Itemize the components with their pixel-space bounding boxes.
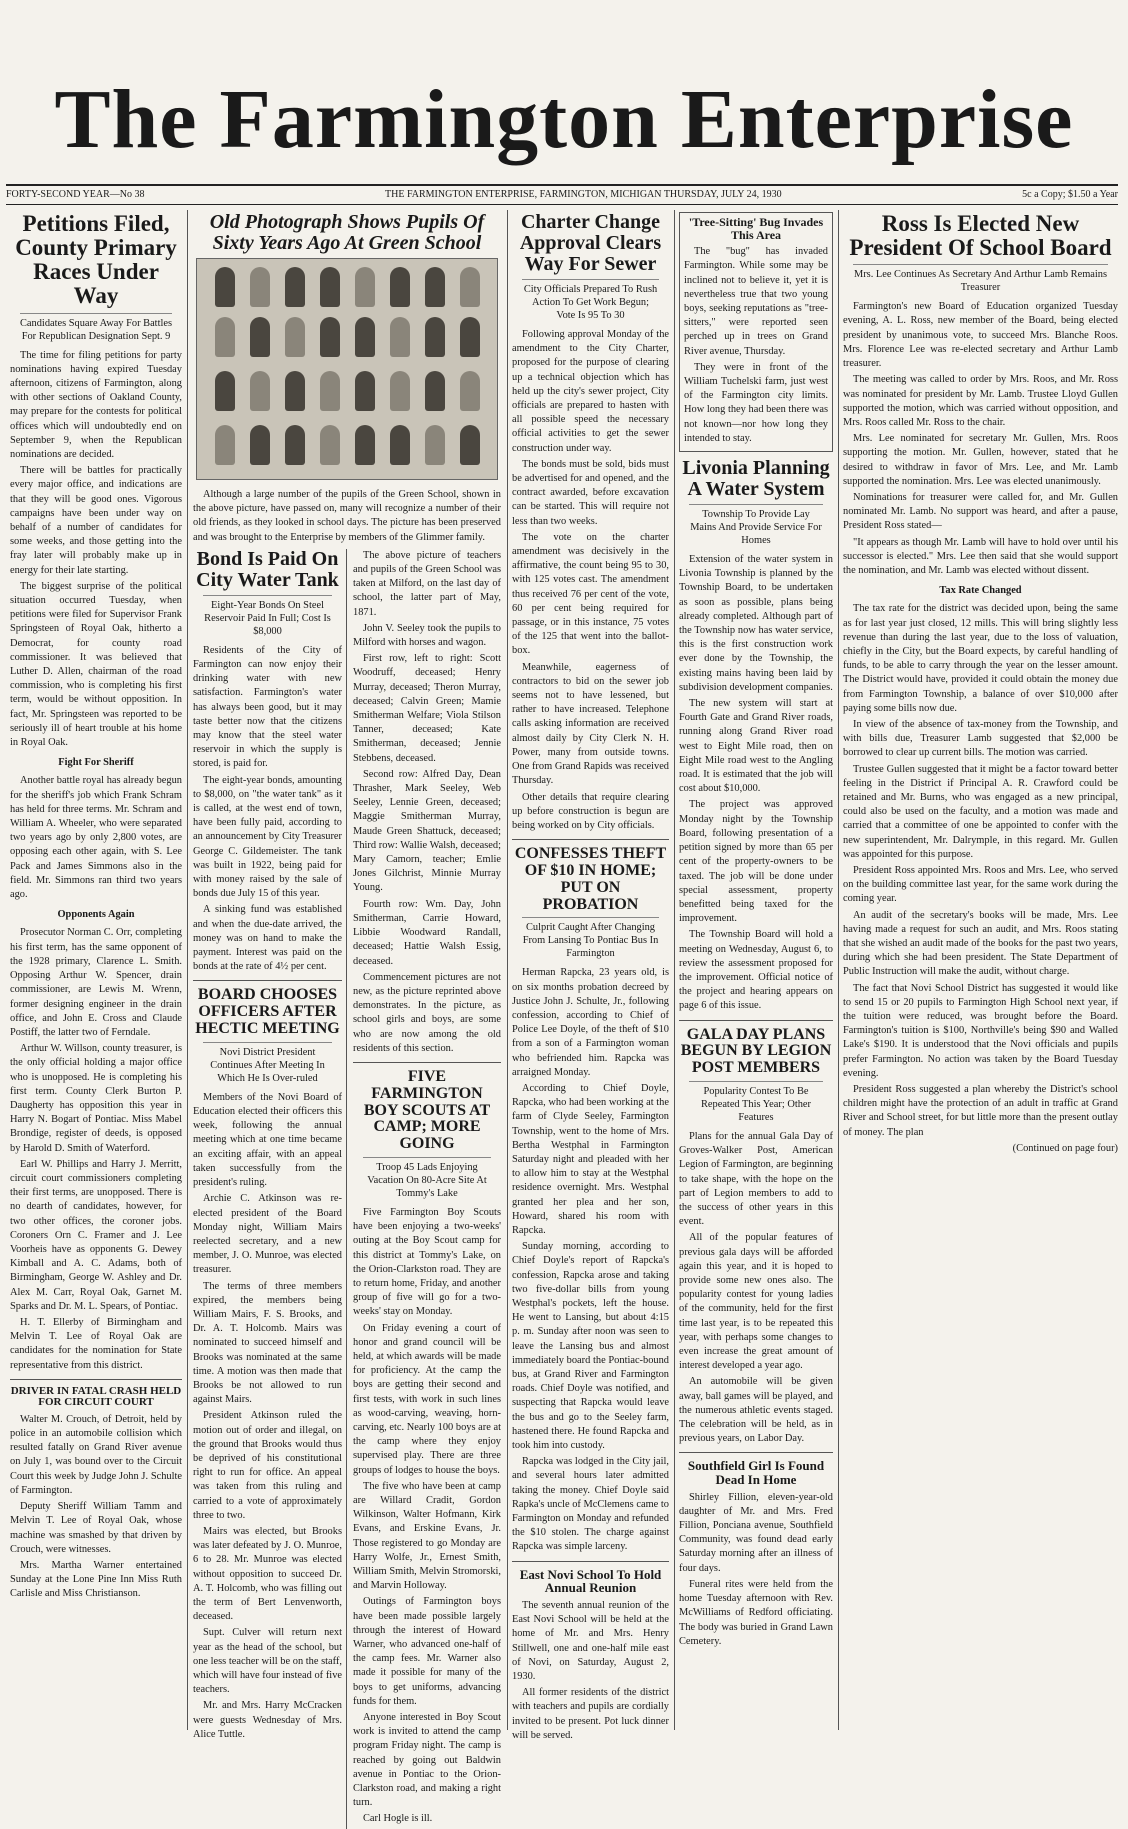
paragraph: Funeral rites were held from the home Tuesday afternoon with Rev. McWilliams of Redford officiating. The body was buried in Grand Lawn Cemetery.: [679, 1578, 833, 1647]
paragraph: Five Farmington Boy Scouts have been enjoying a two-weeks' outing at the Boy Scout camp for this district at Tommy's Lake, on the Orion-Clarkston road. They are to return home, Friday, and another group of five will go for a two-weeks' stay on Monday.: [353, 1206, 501, 1318]
headline-reunion: East Novi School To Hold Annual Reunion: [519, 1566, 662, 1596]
paragraph: The meeting was called to order by Mrs. Roos, and Mr. Ross was nominated for president by Mr. Lamb. Trustee Lloyd Gullen supported the motion, which was carried without opposition, and Mrs. Roos called Mr. Ross to the chair.: [843, 374, 1118, 428]
paragraph: Farmington's new Board of Education organized Tuesday evening, A. L. Ross, new member of the Board, being elected president by unanimous vote, to succeed Mrs. Blanche Roos. Mrs. Florence Lee was re-elected secretary and Arthur Lamb treasurer.: [843, 301, 1118, 370]
paragraph: Other details that require clearing up before construction is begun are being worked on by City officials.: [512, 791, 669, 831]
deck-theft: Culprit Caught After Changing From Lansing To Pontiac Bus In Farmington: [522, 917, 659, 960]
paragraph: The time for filing petitions for party nominations having expired Tuesday afternoon, citizens of Farmington, along with other sections of Oakland County, may prepare for the contests for political offices which will undoubtedly end on September 9, when the Republican nominations are decided.: [10, 349, 182, 460]
paragraph: The Township Board will hold a meeting on Wednesday, August 6, to review the assessment proposed for the improvement. Official notice of the project and hearing appears on page 6 of this issue.: [679, 929, 833, 1012]
paragraph: The "bug" has invaded Farmington. While some may be inclined not to believe it, yet it is nevertheless true that two young boys, seeking reputations as "tree-sitters," were reported seen perched up in trees on Grand River avenue, Thursday.: [684, 246, 828, 357]
continued-note: (Continued on page four): [1012, 1142, 1118, 1154]
paragraph: The tax rate for the district was decided upon, being the same as for last year just closed, 12 mills. This will bring slightly less revenue than during the last year, due to the loss of valuation, chiefly in the City, but the Board expects, by careful handling of funds, to be able to carry through the year on the lesser amount. The District would have, provided it could obtain the money due from Farmington Township, a balance of over $10,000 after paying some bills now due.: [843, 603, 1118, 714]
headline-charter: Charter Change Approval Clears Way For Sewer: [519, 211, 662, 275]
paragraph: Mairs was elected, but Brooks was later defeated by J. O. Munroe, 6 to 28. Mr. Munroe was elected without opposition to succeed Dr. A. T. Holcomb, who was filling out the term of Bert Lenvenworth, deceased.: [193, 1525, 342, 1623]
paragraph: Archie C. Atkinson was re-elected president of the Board Monday night, William Mairs reelected secretary, and a new member, J. O. Munroe, was elected treasurer.: [193, 1193, 342, 1276]
masthead: [0, 70, 1128, 170]
paragraph: Arthur W. Willson, county treasurer, is the only official holding a major office who is unopposed. He is completing his first term. County Clerk Burton P. Daugherty has opposition this year in Harry N. Bogart of Pontiac. Miss Mabel Brondige, register of deeds, is opposed by Harold D. Smith of Waterford.: [10, 1043, 182, 1154]
paragraph: President Ross suggested a plan whereby the District's school children might have the protection of an adult in traffic at Grand River and School street, for but little more than the present outlay of money. The plan: [843, 1084, 1118, 1138]
divider: [679, 1020, 833, 1021]
paragraph: The vote on the charter amendment was decisively in the affirmative, the count being 95 to 30, with 125 votes cast. The amendment thus received 76 per cent of the vote, 60 per cent being required for passage, or in this instance, 75 votes of the 125 that went into the ballot-box.: [512, 531, 669, 657]
paragraph: Sunday morning, according to Chief Doyle's report of Rapcka's confession, Rapcka arose and taking two five-dollar bills from young Westphal's pockets, left the house. He went to Lansing, but about 4:15 p. m. Sunday after noon was seen to leave the Lansing bus and almost immediately board the Pontiac-bound bus, at Grand River and Farmington roads. Chief Doyle was notified, and suspecting that Rapcka would leave the bus and go to the Seeley farm, hastened there. He found Rapcka and took him into custody.: [512, 1241, 669, 1451]
paragraph: Shirley Fillion, eleven-year-old daughter of Mr. and Mrs. Fred Fillion, Ponciana avenue, Southfield Community, was found dead early Saturday morning after an illness of four days.: [679, 1491, 833, 1574]
paragraph: They were in front of the William Tuchelski farm, just west of the Farmington city limits. How long they had been there was not known—nor how long they intended to stay.: [684, 361, 828, 444]
paragraph: Earl W. Phillips and Harry J. Merritt, circuit court commissioners completing their first terms, are unopposed. There is no dearth of candidates, however, for two other offices, the coroner jobs. Coroners Orn C. Framer and J. Lee Voorheis have as opponents G. Dewey Kimball and A. C. Adams, both of Birmingham, George W. Ashley and Dr. Alex M. Carr, Royal Oak, Garnet M. Sparks and Dr. M. L. Spears, of Pontiac.: [10, 1158, 182, 1312]
headline-tree-sitting: 'Tree-Sitting' Bug Invades This Area: [688, 215, 824, 242]
paragraph: Following approval Monday of the amendment to the City Charter, proposed for the purpose of clearing up a technical objection which has held up the city's sewer project, City officials are prepared to hasten with all possible speed the necessary official activities to get the sewer construction under way.: [512, 329, 669, 454]
paragraph: The terms of three members expired, the members being William Mairs, F. S. Brooks, and Dr. A. T. Holcomb. Mairs was nominated to succeed himself and Brooks was nominated at the same time. A motion was then made that Brooks be not allowed to run against Mairs.: [193, 1280, 342, 1406]
headline-photograph: Old Photograph Shows Pupils Of Sixty Years Ago At Green School: [209, 211, 485, 254]
paragraph: An automobile will be given away, ball games will be played, and the numerous athletic events staged. The celebration will be held, as in previous years, on Labor Day.: [679, 1376, 833, 1445]
paragraph: According to Chief Doyle, Rapcka, who had been working at the farm of Clyde Seeley, Farmington Township, went to the home of Mrs. Bertha Westphal in Farmington Saturday night and pleaded with her to allow him to stay at the Westphal residence overnight. Mrs. Westphal granted her plea and her son, Howard, shared his room with Rapcka.: [512, 1082, 669, 1236]
paragraph: Members of the Novi Board of Education elected their officers this week, following the annual meeting which at one time became an exciting affair, with an appeal taken successfully from the president's ruling.: [193, 1091, 342, 1189]
paragraph: Extension of the water system in Livonia Township is planned by the Township Board, to be undertaken as soon as possible, plans being already completed. Although part of the Township now has water service, this is the first construction work ever done by the Township, the existing mains having been laid by subdivision development companies.: [679, 554, 833, 693]
subhead: Fight For Sheriff: [58, 757, 134, 769]
headline-theft: CONFESSES THEFT OF $10 IN HOME; PUT ON PROBATION: [514, 845, 667, 913]
headline-ross: Ross Is Elected New President Of School Board: [849, 211, 1112, 261]
school-photograph: [196, 258, 498, 480]
deck-bond: Eight-Year Bonds On Steel Reservoir Paid In Full; Cost Is $8,000: [203, 595, 332, 638]
paragraph: Anyone interested in Boy Scout work is invited to attend the camp program Friday night. The camp is reached by going out Baldwin avenue in Pontiac to the Orion-Clarkston road, and making a right turn.: [353, 1712, 501, 1809]
column-rule: [187, 210, 188, 1730]
paragraph: A sinking fund was established and when the due-date arrived, the money was on hand to make the payment. Interest was paid on the bonds at the rate of 4½ per cent.: [193, 904, 342, 973]
paragraph: Another battle royal has already begun for the sheriff's job which Frank Schram has held for three terms. Mr. Schram and William A. Wheeler, who were separated two years ago by only 2,800 votes, are opposing each other again, with S. Lee Pack and James Simmons also in the field. Mr. Simmons ran third two years ago.: [10, 775, 182, 901]
paragraph: Herman Rapcka, 23 years old, is on six months probation decreed by Justice John J. Schulte, Jr., following confession, according to Chief of Police Lee Doyle, of the theft of $10 from a son of a Farmington woman who befriended him. Rapcka was arraigned Monday.: [512, 967, 669, 1078]
paragraph: "It appears as though Mr. Lamb will have to hold over until his successor is elected." Mrs. Lee then said that she would support the nomination, and Mr. Lamb was elected without dissent.: [843, 536, 1118, 576]
deck-ross: Mrs. Lee Continues As Secretary And Arthur Lamb Remains Treasurer: [853, 264, 1108, 294]
paragraph: First row, left to right: Scott Woodruff, deceased; Henry Murray, deceased; Theron Murray, deceased; Calvin Green; Mamie Smitherman Welfare; Viola Stilson Tanner, deceased; Kate Smitherman, deceased; Jennie Stebbens, deceased.: [353, 653, 501, 764]
paragraph: The fact that Novi School District has suggested it would like to send 15 or 20 pupils to Farmington High School next year, if the tuition were reduced, was brought before the Board. Farmington's tuition is $100, Northville's being $90 and Walled Lake's $190. It is understood that the Novi officials and pupils prefer Farmington. No action was taken by the Board Tuesday evening.: [843, 982, 1118, 1079]
divider: [512, 1561, 669, 1562]
divider: [353, 1062, 501, 1063]
paragraph: Fourth row: Wm. Day, John Smitherman, Carrie Howard, Libbie Woodward Randall, deceased; Hattie Walsh Essig, deceased.: [353, 898, 501, 967]
subcolumn-2a: [193, 549, 347, 1829]
paragraph: The new system will start at Fourth Gate and Grand River roads, running along Grand River road west to Eight Mile road, then on Eight Mile road west to the Angling road. It is estimated that the job will cost about $10,000.: [679, 698, 833, 795]
divider: [679, 1452, 833, 1453]
paragraph: Residents of the City of Farmington can now enjoy their drinking water with new satisfaction. Farmington's water has always been good, but it may taste better now that the citizens may know that the steel water reservoir in which the supply is stored, is paid for.: [193, 644, 342, 770]
headline-bond: Bond Is Paid On City Water Tank: [196, 547, 339, 591]
tree-sitting-box: [679, 212, 833, 452]
paragraph: John V. Seeley took the pupils to Milford with horses and wagon.: [353, 622, 501, 649]
paragraph: Rapcka was lodged in the City jail, and several hours later admitted taking the money. Chief Doyle said Rapka's uncle of McClemens came to Farmington on Monday and refunded the $10 stolen. The charge against Rapcka was simple larceny.: [512, 1456, 669, 1553]
paragraph: The seventh annual reunion of the East Novi School will be held at the home of Mr. and Mrs. Henry Stillwell, one and one-half mile east of Novi, on Saturday, August 2, 1930.: [512, 1599, 669, 1682]
headline-driver: DRIVER IN FATAL CRASH HELD FOR CIRCUIT COURT: [10, 1384, 182, 1409]
paragraph: Mrs. Lee nominated for secretary Mr. Gullen, Mrs. Roos supporting the motion. Mr. Gullen, however, stated that he desired to withdraw in favor of Mrs. Lee, and Mr. Lamb supported the nomination. Mrs. Lee was elected unanimously.: [843, 433, 1118, 487]
paragraph: In view of the absence of tax-money from the Township, and with bills due, Treasurer Lamb suggested that $2,000 be borrowed to clear up current bills. The motion was carried.: [843, 718, 1118, 759]
paragraph: The project was approved Monday night by the Township Board, following presentation of a petition signed by more than 65 per cent of the property-owners to be taxed. The job will be done under special assessment, property benefitted being taxed for the improvement.: [679, 799, 833, 925]
issue-date: THE FARMINGTON ENTERPRISE, FARMINGTON, MICHIGAN THURSDAY, JULY 24, 1930: [385, 189, 782, 200]
paragraph: Trustee Gullen suggested that it might be a factor toward better feeling in the District if Principal A. R. Crawford could be retained and Mr. Burns, who was engaged as a new principal, could also be used on the faculty, and a motion was made and carried that a committee of one be appointed to confer with the new superintendent, Mr. Dalrymple, in this regard. Mr. Gullen was appointed for this purpose.: [843, 763, 1118, 860]
price: 5c a Copy; $1.50 a Year: [1022, 189, 1118, 200]
paragraph: Supt. Culver will return next year as the head of the school, but one less teacher will be on the staff, which will have four instead of five teachers.: [193, 1627, 342, 1696]
paragraph: Mr. and Mrs. Harry McCracken were guests Wednesday of Mrs. Alice Tuttle.: [193, 1700, 342, 1740]
volume-number: FORTY-SECOND YEAR—No 38: [6, 189, 145, 200]
subhead: Opponents Again: [57, 909, 135, 921]
paragraph: Deputy Sheriff William Tamm and Melvin T. Lee of Royal Oak, whose machine was smashed by that driven by Crouch, were witnesses.: [10, 1501, 182, 1555]
headline-gala: GALA DAY PLANS BEGUN BY LEGION POST MEMBERS: [680, 1025, 832, 1077]
column-5: [843, 212, 1118, 1727]
column-3: [512, 211, 669, 1741]
paragraph: Second row: Alfred Day, Dean Thrasher, Mark Seeley, Web Seeley, Lennie Green, deceased; Maggie Smitherman Murray, Maude Green Shattuck, deceased; Third row: Wallie Walsh, deceased; Mary Camorn, teacher; Emlie Jones Gilchrist, Minnie Murray Young.: [353, 768, 501, 894]
column-4: [679, 212, 833, 1727]
paragraph: Nominations for treasurer were called for, and Mr. Gullen nominated Mr. Lamb. No support was heard, and after a pause, President Ross stated—: [843, 491, 1118, 532]
paragraph: The eight-year bonds, amounting to $8,000, on "the water tank" as it is called, at the west end of town, have been fully paid, according to an announcement by City Treasurer George C. Gildemeister. The tank was built in 1922, being paid for with money raised by the sale of bonds due July 15 of this year.: [193, 774, 342, 900]
paragraph: All former residents of the district with teachers and pupils are cordially invited to be present. Pot luck dinner will be served.: [512, 1687, 669, 1741]
headline-petitions: Petitions Filed, County Primary Races Under Way: [15, 211, 177, 309]
paragraph: All of the popular features of previous gala days will be afforded again this year, and it is hoped to provide some new ones also. The popularity contest for young ladies of the community, held for the first time last year, is to be repeated this year, with perhaps some changes to even increase the great amount of interest developed a year ago.: [679, 1232, 833, 1372]
column-2: [193, 211, 501, 1825]
deck-scouts: Troop 45 Lads Enjoying Vacation On 80-Acre Site At Tommy's Lake: [363, 1157, 491, 1200]
paragraph: On Friday evening a court of honor and grand council will be held, at which awards will be made for proficiency. At the camp the boys are getting their second and first tests, with work in such lines as wood-carving, weaving, horn-carving, etc. Nearly 100 boys are at the camp where they enjoy supervised play. There are three groups of lodges to house the boys.: [353, 1322, 501, 1476]
paragraph: Plans for the annual Gala Day of Groves-Walker Post, American Legion of Farmington, are beginning to take shape, with the hope on the part of Legion members to add to the success of other years in this event.: [679, 1130, 833, 1228]
paragraph: Prosecutor Norman C. Orr, completing his first term, has the same opponent of the 1928 primary, Clarence L. Smith. Opposing Arthur W. Spencer, drain commissioner, are Lewis M. Wrenn, former designing engineer in the drain office, and John E. Cross and Claude Postiff, the latter two of Ferndale.: [10, 927, 182, 1038]
column-rule: [507, 210, 508, 1730]
paragraph: Outings of Farmington boys have been made possible largely through the interest of Howard Warner, who advanced one-half of the camp fees. Mr. Warner also made it possible for many of the boys to get uniforms, advancing funds for them.: [353, 1596, 501, 1707]
paragraph: The above picture of teachers and pupils of the Green School was taken at Milford, on the last day of school, the latter part of May, 1871.: [353, 549, 501, 618]
subcolumn-2b: [353, 549, 501, 1829]
column-rule: [838, 210, 839, 1730]
column-rule: [674, 210, 675, 1730]
paragraph: Walter M. Crouch, of Detroit, held by police in an automobile collision which resulted fatally on Grand River avenue on July 1, was bound over to the Circuit Court this week by Judge John J. Schulte of Farmington.: [10, 1413, 182, 1496]
divider: [512, 839, 669, 840]
paragraph: The bonds must be sold, bids must be advertised for and opened, and the contract awarded, before excavation can be started. This will require not less than two weeks.: [512, 458, 669, 527]
masthead-title: The Farmington Enterprise: [54, 73, 1074, 166]
headline-scouts: FIVE FARMINGTON BOY SCOUTS AT CAMP; MORE GOING: [363, 1067, 491, 1153]
headline-southfield: Southfield Girl Is Found Dead In Home: [687, 1458, 825, 1488]
dateline: [6, 184, 1118, 205]
photo-caption: Although a large number of the pupils of the Green School, shown in the above picture, have passed on, many will recognize a number of their old friends, as they looked in school days. The picture has been preserved and was brought to the Enterprise by members of the Glimmer family.: [193, 489, 501, 543]
headline-livonia: Livonia Planning A Water System: [682, 457, 830, 501]
column-1: [10, 212, 182, 1727]
divider: [193, 980, 342, 981]
headline-board: BOARD CHOOSES OFFICERS AFTER HECTIC MEETING: [195, 986, 340, 1038]
paragraph: Mrs. Martha Warner entertained Sunday at the Lone Pine Inn Miss Ruth Carlisle and Miss Christianson.: [10, 1559, 182, 1600]
paragraph: Meanwhile, eagerness of contractors to bid on the sewer job seems not to have lessened, but rather to have increased. Telephone calls asking information are received almost daily by City Clerk N. H. Power, many from outside towns. One from Grand Rapids was received Thursday.: [512, 661, 669, 787]
paragraph: The biggest surprise of the political situation occurred Tuesday, when petitions were filed for Supervisor Frank Springsteen of Royal Oak, hitherto a Democrat, for county road commissioner. It was believed that Luther D. Allen, chairman of the road commission, who is completing his first term, would be without opposition. In fact, Mr. Springsteen was reported to be seriously ill of heart trouble at his home in Royal Oak.: [10, 580, 182, 749]
paragraph: The five who have been at camp are Willard Cradit, Gordon Wilkinson, Walter Hofmann, Kirk Evans, and Erskine Evans, Jr. Those registered to go Monday are Harry Wolfe, Jr., Ernest Smith, William Smith, Melvin Stromorski, and Marvin Holloway.: [353, 1480, 501, 1592]
divider: [10, 1379, 182, 1380]
deck-charter: City Officials Prepared To Rush Action To Get Work Begun; Vote Is 95 To 30: [522, 279, 659, 322]
deck-petitions: Candidates Square Away For Battles For Republican Designation Sept. 9: [20, 313, 172, 343]
paragraph: Carl Hogle is ill.: [363, 1813, 433, 1825]
paragraph: There will be battles for practically every major office, and indications are that they will be good ones. Vigorous campaigns have been under way on behalf of a number of candidates for some weeks, and those getting into the fray later will probably make up in energy for their late starting.: [10, 465, 182, 576]
paragraph: President Atkinson ruled the motion out of order and illegal, on the ground that Brooks would thus be deprived of his constitutional right to run for office. An appeal was taken from this ruling and carried to a vote of approximately three to two.: [193, 1410, 342, 1521]
deck-livonia: Township To Provide Lay Mains And Provide Service For Homes: [689, 504, 823, 547]
paragraph: H. T. Ellerby of Birmingham and Melvin T. Lee of Royal Oak are candidates for the nomination for State representative from this district.: [10, 1316, 182, 1371]
deck-gala: Popularity Contest To Be Repeated This Year; Other Features: [689, 1081, 823, 1124]
paragraph: President Ross appointed Mrs. Roos and Mrs. Lee, who served on the building committee last year, for the same work during the coming year.: [843, 865, 1118, 905]
deck-board: Novi District President Continues After Meeting In Which He Is Over-ruled: [203, 1042, 332, 1085]
paragraph: An audit of the secretary's books will be made, Mrs. Lee having made a request for such an audit, and Mrs. Roos stating that she wished an audit made of the books for the past two years, during which she had been president. The State Department of Public Instruction will make the audit, without charge.: [843, 909, 1118, 978]
subhead: Tax Rate Changed: [939, 585, 1022, 597]
paragraph: Commencement pictures are not new, as the picture reprinted above demonstrates. In the picture, as school girls and boys, are some who are now among the old residents of this section.: [353, 971, 501, 1054]
